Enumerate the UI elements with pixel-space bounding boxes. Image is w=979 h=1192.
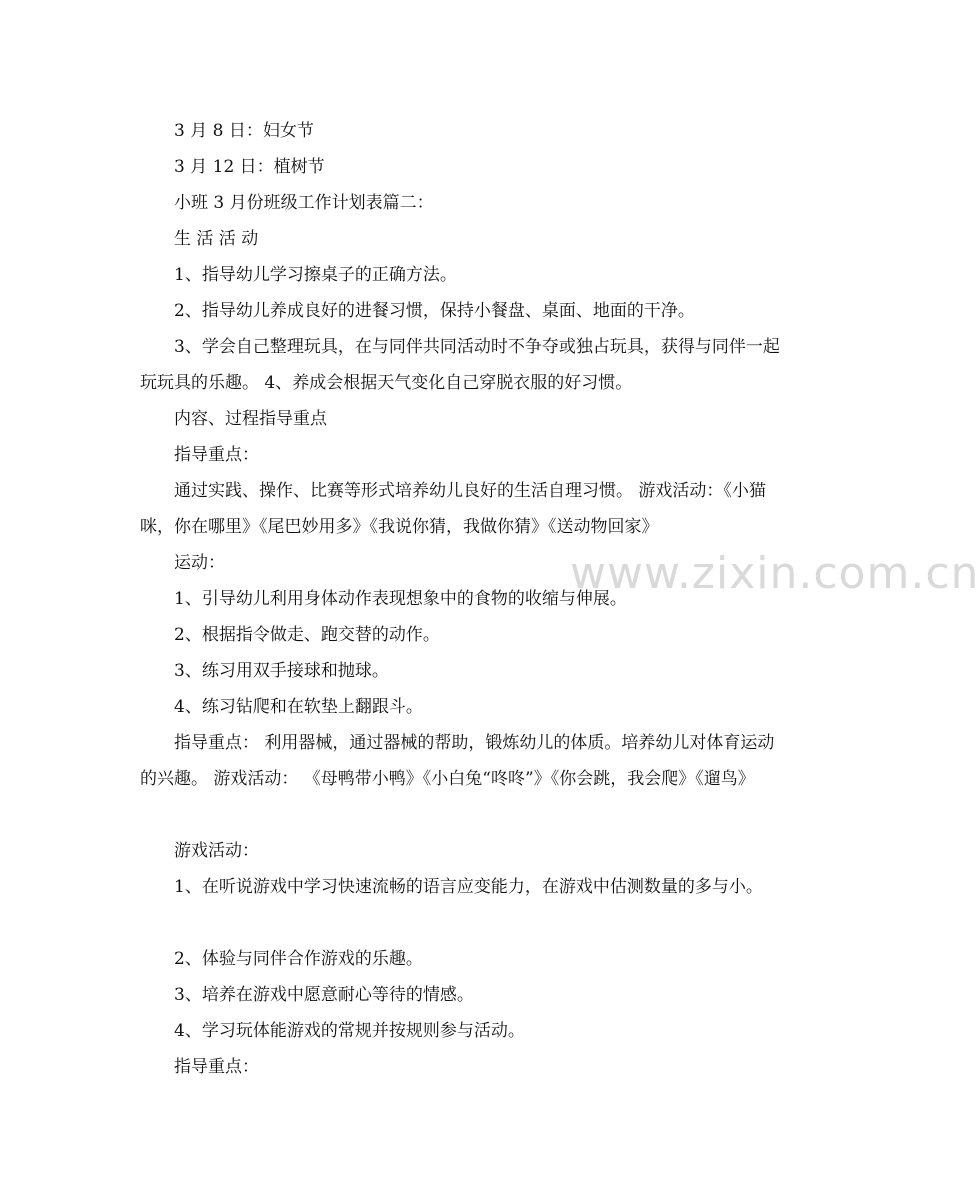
watermark: www.zixin.com.cn: [570, 548, 979, 599]
paragraph-sports-guidance: 指导重点： 利用器械，通过器械的帮助，锻炼幼儿的体质。培养幼儿对体育运动的兴趣。 游戏活动： 《母鸭带小鸭》《小白兔“咚咚”》《你会跳，我会爬》《遛鸟》: [140, 733, 775, 789]
list-item-game-3: 3、培养在游戏中愿意耐心等待的情感。: [174, 985, 474, 1005]
list-item-sports-2: 2、根据指令做走、跑交替的动作。: [174, 625, 440, 645]
label-guidance-focus-2: 指导重点：: [174, 1057, 259, 1077]
list-item-game-1: 1、在听说游戏中学习快速流畅的语言应变能力，在游戏中估测数量的多与小。: [174, 877, 763, 897]
list-item-sports-3: 3、练习用双手接球和抛球。: [174, 661, 389, 681]
paragraph-guidance-games: 通过实践、操作、比赛等形式培养幼儿良好的生活自理习惯。 游戏活动：《小猫咪，你在哪里》《尾巴妙用多》《我说你猜，我做你猜》《送动物回家》: [140, 481, 766, 537]
list-item-life-2: 2、指导幼儿养成良好的进餐习惯，保持小餐盘、桌面、地面的干净。: [174, 301, 695, 321]
list-item-game-4: 4、学习玩体能游戏的常规并按规则参与活动。: [174, 1021, 525, 1041]
heading-game-activities: 游戏活动：: [174, 841, 259, 861]
label-guidance-focus-1: 指导重点：: [174, 445, 259, 465]
section-title-part-two: 小班 3 月份班级工作计划表篇二：: [174, 193, 434, 213]
list-item-game-2: 2、体验与同伴合作游戏的乐趣。: [174, 949, 423, 969]
paragraph-womens-day: 3 月 8 日：妇女节: [174, 121, 314, 141]
list-item-life-1: 1、指导幼儿学习擦桌子的正确方法。: [174, 265, 457, 285]
heading-content-process: 内容、过程指导重点: [174, 409, 327, 429]
paragraph-arbor-day: 3 月 12 日：植树节: [174, 157, 325, 177]
heading-sports: 运动：: [174, 553, 225, 573]
list-item-sports-4: 4、练习钻爬和在软垫上翻跟斗。: [174, 697, 423, 717]
list-item-sports-1: 1、引导幼儿利用身体动作表现想象中的食物的收缩与伸展。: [174, 589, 627, 609]
heading-life-activities: 生 活 活 动: [174, 229, 259, 249]
list-item-life-3-4: 3、学会自己整理玩具，在与同伴共同活动时不争夺或独占玩具，获得与同伴一起玩玩具的乐趣。 4、养成会根据天气变化自己穿脱衣服的好习惯。: [140, 337, 780, 393]
